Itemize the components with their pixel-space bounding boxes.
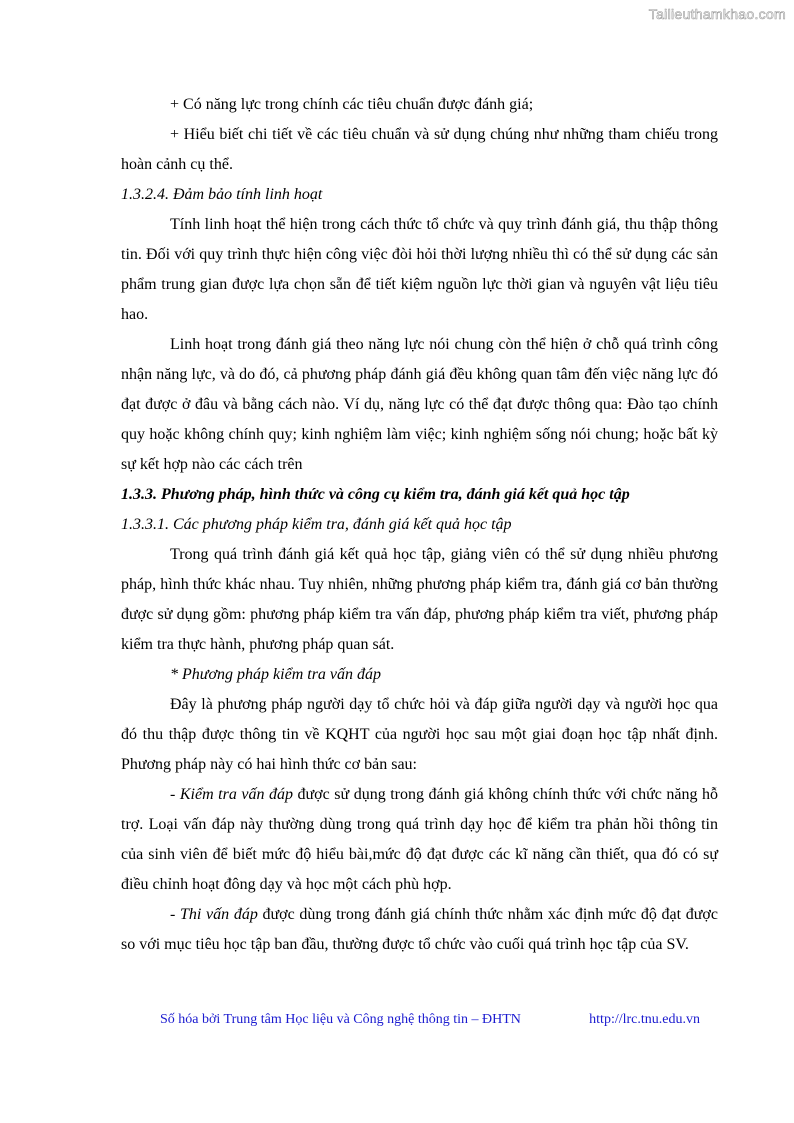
- bullet-paragraph: + Hiểu biết chi tiết về các tiêu chuẩn và sử dụng chúng như những tham chiếu trong hoàn cảnh cụ thể.: [121, 126, 718, 173]
- term-emphasis: Thi vấn đáp: [180, 906, 258, 923]
- section-heading: 1.3.3. Phương pháp, hình thức và công cụ kiểm tra, đánh giá kết quả học tập: [121, 486, 630, 503]
- list-paragraph: [121, 780, 718, 900]
- subsection-heading: 1.3.3.1. Các phương pháp kiểm tra, đánh giá kết quả học tập: [121, 516, 512, 533]
- body-paragraph: Linh hoạt trong đánh giá theo năng lực nói chung còn thể hiện ở chỗ quá trình công nhận năng lực, và do đó, cả phương pháp đánh giá đều không quan tâm đến việc năng lực đó đạt được ở đâu và bằng cách nào. Ví dụ, năng lực có thể đạt được thông qua: Đào tạo chính quy hoặc không chính quy; kinh nghiệm làm việc; kinh nghiệm sống nói chung; hoặc bất kỳ sự kết hợp nào các cách trên: [121, 336, 718, 473]
- page-footer: [160, 1012, 700, 1028]
- watermark-text: Tailieuthamkhao.com: [648, 6, 786, 22]
- body-paragraph: Tính linh hoạt thể hiện trong cách thức tổ chức và quy trình đánh giá, thu thập thông tin. Đối với quy trình thực hiện công việc đòi hỏi thời lượng nhiều thì có thể sử dụng các sản phẩm trung gian được lựa chọn sẵn để tiết kiệm nguồn lực thời gian và nguyên vật liệu tiêu hao.: [121, 216, 718, 323]
- method-heading: * Phương pháp kiểm tra vấn đáp: [170, 666, 382, 683]
- list-dash: -: [170, 786, 180, 803]
- bullet-paragraph: + Có năng lực trong chính các tiêu chuẩn được đánh giá;: [170, 96, 534, 113]
- list-text: được sử dụng trong đánh giá không chính thức với chức năng hỗ trợ. Loại vấn đáp này thường dùng trong quá trình dạy học để kiểm tra phản hồi thông tin của sinh viên để biết mức độ hiểu bài,mức độ đạt được các kĩ năng cần thiết, qua đó có sự điều chỉnh hoạt đông dạy và học một cách phù hợp.: [121, 786, 719, 893]
- body-paragraph: Đây là phương pháp người dạy tổ chức hỏi và đáp giữa người dạy và người học qua đó thu thập được thông tin về KQHT của người học sau một giai đoạn học tập nhất định. Phương pháp này có hai hình thức cơ bản sau:: [121, 696, 718, 773]
- list-dash: -: [170, 906, 181, 923]
- list-text: được dùng trong đánh giá chính thức nhằm xác định mức độ đạt được so với mục tiêu học tập ban đầu, thường được tổ chức vào cuối quá trình học tập của SV.: [121, 906, 718, 953]
- term-emphasis: Kiểm tra vấn đáp: [179, 786, 293, 803]
- list-paragraph: [121, 900, 718, 960]
- footer-url[interactable]: http://lrc.tnu.edu.vn: [589, 1012, 700, 1027]
- body-paragraph: Trong quá trình đánh giá kết quả học tập, giảng viên có thể sử dụng nhiều phương pháp, hình thức khác nhau. Tuy nhiên, những phương pháp kiểm tra, đánh giá cơ bản thường được sử dụng gồm: phương pháp kiểm tra vấn đáp, phương pháp kiểm tra viết, phương pháp kiểm tra thực hành, phương pháp quan sát.: [121, 546, 718, 653]
- footer-credit: Số hóa bởi Trung tâm Học liệu và Công nghệ thông tin – ĐHTN: [160, 1012, 521, 1027]
- section-heading: 1.3.2.4. Đảm bảo tính linh hoạt: [121, 186, 323, 203]
- document-body: [121, 90, 718, 960]
